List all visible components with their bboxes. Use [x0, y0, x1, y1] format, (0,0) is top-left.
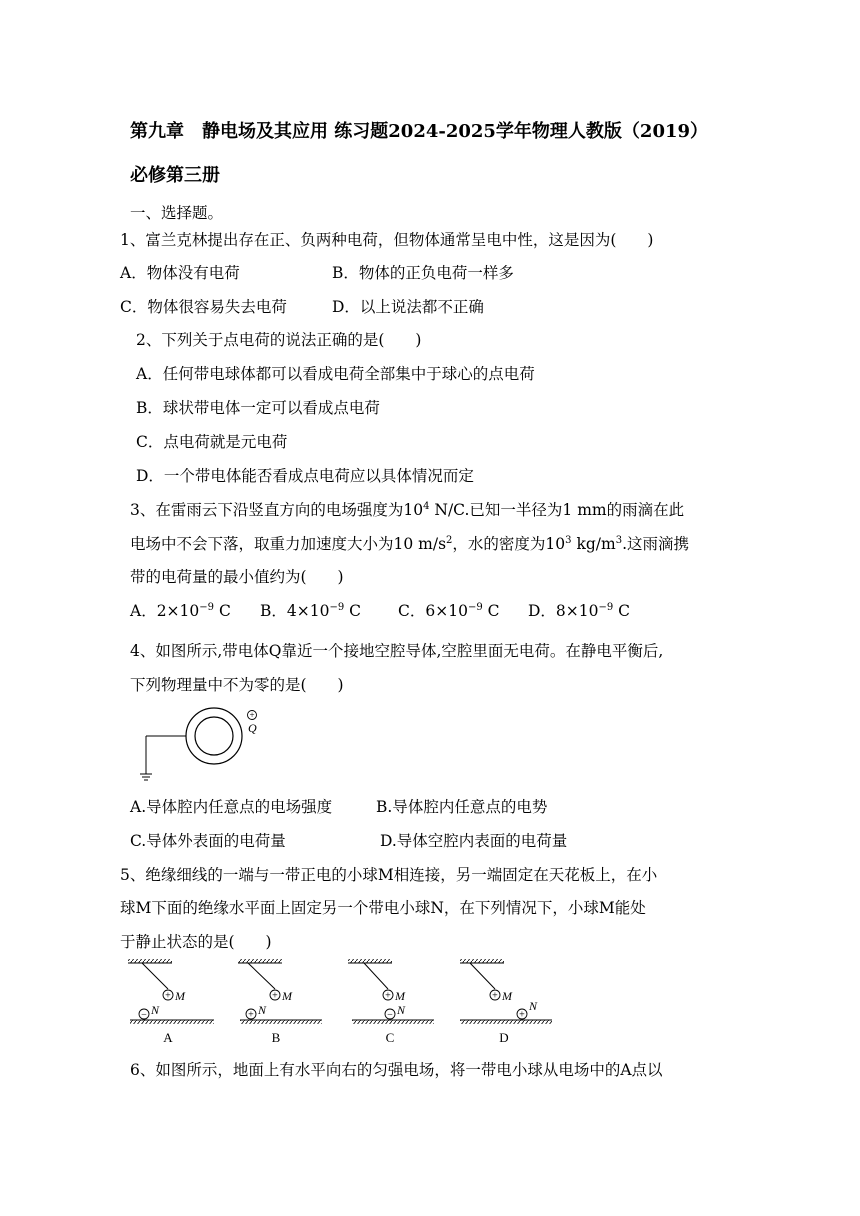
q5-figure-a — [128, 959, 214, 1045]
q5-figure-b — [238, 959, 322, 1045]
ground-wire — [146, 736, 186, 774]
q4-option-a: A.导体腔内任意点的电场强度 — [130, 798, 333, 816]
q3-line-1: 3、在雷雨云下沿竖直方向的电场强度为$10^4$ N/C.已知一半径为1 mm的雨滴在此 — [130, 501, 685, 519]
svg-text:+: + — [519, 1009, 525, 1021]
q2-stem: 2、下列关于点电荷的说法正确的是( ) — [136, 331, 422, 349]
svg-text:M: M — [502, 989, 512, 1003]
svg-text:N: N — [397, 1003, 406, 1017]
q3-option-a: A．$2\times 10^{-9}$ C — [130, 602, 231, 620]
q5-line-2: 球M下面的绝缘水平面上固定另一个带电小球N，在下列情况下，小球M能处 — [120, 899, 646, 917]
q1-option-d: D．以上说法都不正确 — [332, 298, 484, 316]
page-title: 第九章 静电场及其应用 练习题2024-2025学年物理人教版（2019） — [130, 121, 709, 142]
q4-line-1: 4、如图所示,带电体Q靠近一个接地空腔导体,空腔里面无电荷。在静电平衡后, — [130, 642, 664, 660]
svg-text:+: + — [385, 990, 391, 1002]
q3-option-b: B．$4\times 10^{-9}$ C — [260, 602, 362, 620]
svg-text:−: − — [387, 1009, 393, 1021]
q1-stem: 1、富兰克林提出存在正、负两种电荷，但物体通常呈电中性，这是因为( ) — [120, 231, 654, 249]
q6-line-1: 6、如图所示，地面上有水平向右的匀强电场，将一带电小球从电场中的A点以 — [130, 1061, 663, 1079]
q1-option-b: B．物体的正负电荷一样多 — [332, 264, 514, 282]
q5-figure-c — [348, 959, 434, 1045]
q2-option-a: A．任何带电球体都可以看成电荷全部集中于球心的点电荷 — [136, 365, 535, 383]
svg-text:+: + — [249, 710, 255, 720]
q5-figure-d — [460, 959, 552, 1045]
svg-text:+: + — [492, 990, 498, 1002]
svg-text:M: M — [395, 989, 405, 1003]
section-heading: 一、选择题。 — [130, 204, 224, 222]
svg-text:+: + — [248, 1009, 254, 1021]
q4-figure — [130, 700, 280, 790]
svg-text:N: N — [529, 999, 538, 1013]
svg-text:N: N — [258, 1003, 267, 1017]
svg-text:M: M — [282, 989, 292, 1003]
page-title-line2: 必修第三册 — [130, 165, 220, 186]
q2-option-b: B．球状带电体一定可以看成点电荷 — [136, 399, 380, 417]
q5-line-1: 5、绝缘细线的一端与一带正电的小球M相连接，另一端固定在天花板上，在小 — [120, 866, 658, 884]
q4-option-b: B.导体腔内任意点的电势 — [376, 798, 548, 816]
q3-option-c: C．$6\times 10^{-9}$ C — [398, 602, 500, 620]
q2-option-d: D．一个带电体能否看成点电荷应以具体情况而定 — [136, 467, 474, 485]
q2-option-c: C．点电荷就是元电荷 — [136, 433, 288, 451]
q5-line-3: 于静止状态的是( ) — [120, 933, 272, 951]
q5-figures — [124, 956, 560, 1048]
charge-q-label: Q — [248, 721, 257, 735]
q1-option-c: C．物体很容易失去电荷 — [120, 298, 287, 316]
ground-icon — [140, 774, 152, 780]
q1-option-a: A．物体没有电荷 — [120, 264, 240, 282]
q3-option-d: D．$8\times 10^{-9}$ C — [528, 602, 631, 620]
svg-text:−: − — [141, 1009, 147, 1021]
q5-figure-a-label: A — [163, 1030, 173, 1045]
q3-line-3: 带的电荷量的最小值约为( ) — [130, 568, 344, 586]
q3-line-2: 电场中不会下落，取重力加速度大小为10 $m/s^2$，水的密度为$10^3$ $kg/m^3$.这雨滴携 — [130, 535, 689, 553]
q5-figure-b-label: B — [271, 1030, 281, 1045]
q4-option-d: D.导体空腔内表面的电荷量 — [380, 832, 568, 850]
q4-line-2: 下列物理量中不为零的是( ) — [130, 676, 344, 694]
q5-figure-c-label: C — [385, 1030, 395, 1045]
q4-option-c: C.导体外表面的电荷量 — [130, 832, 286, 850]
svg-text:+: + — [165, 990, 171, 1002]
q5-figure-d-label: D — [499, 1030, 509, 1045]
charge-q-symbol — [248, 710, 258, 735]
svg-text:M: M — [175, 989, 185, 1003]
svg-text:+: + — [272, 990, 278, 1002]
hollow-conductor — [186, 708, 242, 764]
svg-text:N: N — [151, 1003, 160, 1017]
